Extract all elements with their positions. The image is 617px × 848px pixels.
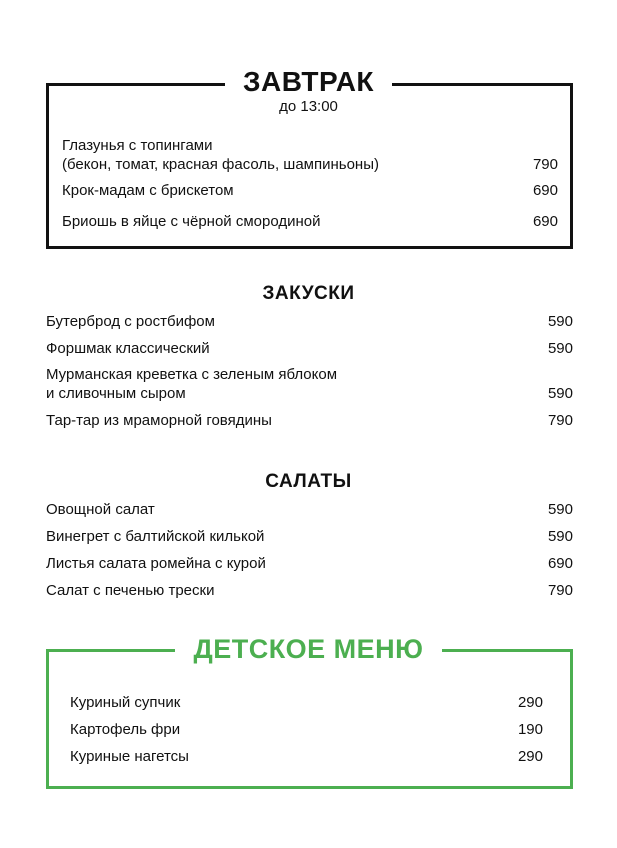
menu-item-price: 790 bbox=[547, 412, 573, 429]
menu-item-price: 690 bbox=[532, 213, 558, 230]
menu-item-name: Овощной салат bbox=[46, 501, 155, 518]
menu-item-name: Бутерброд с ростбифом bbox=[46, 313, 215, 330]
menu-item-name: Форшмак классический bbox=[46, 340, 210, 357]
menu-item-name: Бриошь в яйце с чёрной смородиной bbox=[62, 213, 321, 230]
menu-item bbox=[62, 136, 558, 174]
snacks-title: ЗАКУСКИ bbox=[262, 283, 355, 304]
menu-item bbox=[46, 411, 573, 430]
kids-box bbox=[46, 649, 573, 789]
menu-item-price: 290 bbox=[517, 748, 543, 765]
menu-item-price: 690 bbox=[532, 182, 558, 199]
menu-item-price: 690 bbox=[547, 555, 573, 572]
menu-item bbox=[46, 581, 573, 600]
kids-title-wrap bbox=[0, 634, 617, 665]
menu-item bbox=[70, 693, 543, 712]
menu-item-name: Глазунья с топингами (бекон, томат, красная фасоль, шампиньоны) bbox=[62, 137, 379, 173]
menu-item-name: Куриные нагетсы bbox=[70, 748, 189, 765]
menu-item bbox=[46, 500, 573, 519]
kids-title: ДЕТСКОЕ МЕНЮ bbox=[175, 634, 441, 664]
menu-item-price: 590 bbox=[547, 340, 573, 357]
menu-item-price: 790 bbox=[547, 582, 573, 599]
menu-item bbox=[46, 339, 573, 358]
menu-item-name: Куриный супчик bbox=[70, 694, 181, 711]
menu-item-name: Мурманская креветка с зеленым яблоком и сливочным сыром bbox=[46, 366, 338, 402]
menu-item-price: 590 bbox=[547, 313, 573, 330]
menu-item bbox=[46, 312, 573, 331]
breakfast-title-wrap bbox=[0, 66, 617, 98]
menu-item bbox=[46, 554, 573, 573]
menu-item bbox=[70, 747, 543, 766]
breakfast-title: ЗАВТРАК bbox=[225, 66, 392, 97]
menu-item-price: 590 bbox=[547, 385, 573, 402]
menu-item-price: 590 bbox=[547, 501, 573, 518]
menu-item-price: 790 bbox=[532, 156, 558, 173]
menu-item-name: Салат с печенью трески bbox=[46, 582, 215, 599]
menu-item-name: Картофель фри bbox=[70, 721, 181, 738]
menu-item bbox=[46, 527, 573, 546]
menu-item bbox=[46, 365, 573, 403]
menu-item-name: Листья салата ромейна с курой bbox=[46, 555, 266, 572]
menu-item-price: 590 bbox=[547, 528, 573, 545]
menu-item-name: Винегрет с балтийской килькой bbox=[46, 528, 265, 545]
menu-item-price: 290 bbox=[517, 694, 543, 711]
salads-title: САЛАТЫ bbox=[265, 471, 352, 492]
menu-item bbox=[70, 720, 543, 739]
breakfast-subtitle: до 13:00 bbox=[279, 98, 338, 115]
menu-item-price: 190 bbox=[517, 721, 543, 738]
menu-item bbox=[62, 212, 558, 231]
menu-item-name: Тар-тар из мраморной говядины bbox=[46, 412, 272, 429]
menu-item-name: Крок-мадам с брискетом bbox=[62, 182, 234, 199]
menu-item bbox=[62, 181, 558, 200]
